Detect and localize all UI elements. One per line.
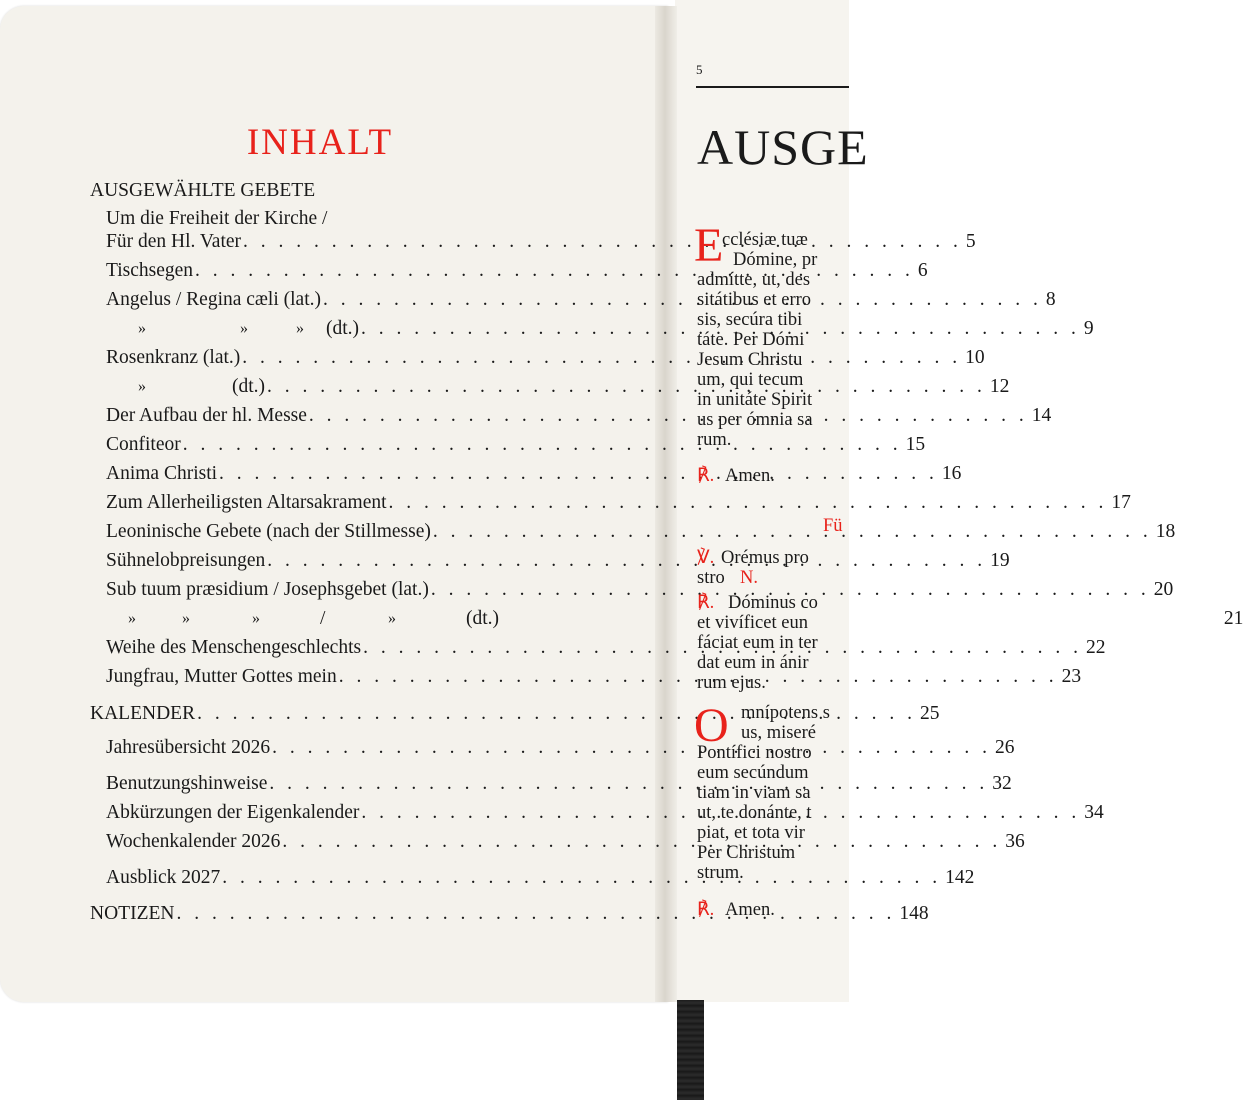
toc-entry-title: Leoninische Gebete (nach der Stillmesse) [106, 521, 431, 542]
text-line: piat, et tota vir [697, 823, 805, 843]
text-line: strum. [697, 863, 744, 883]
text-line: sis, secúra tibi [697, 310, 803, 330]
text-line: rum ejus. [697, 673, 766, 693]
versicle-mark: ℣. [697, 548, 715, 568]
ditto-mark: » [138, 378, 146, 395]
text-line: mnípotens s [741, 703, 830, 723]
text-line: us, miseré [741, 723, 817, 743]
response-mark: ℟. [697, 900, 715, 920]
ditto-mark: » [252, 610, 260, 627]
toc-entry-title: Abkürzungen der Eigenkalender [106, 802, 360, 823]
toc-page-number: 23 [1061, 666, 1082, 687]
ditto-mark: » [182, 610, 190, 627]
toc-page-number: 20 [1153, 579, 1174, 600]
text-line: ut, te donánte, t [697, 803, 812, 823]
toc-entry-title: Sühnelobpreisungen [106, 550, 266, 571]
toc-page-number: 26 [994, 737, 1015, 758]
toc-page-number: 14 [1031, 405, 1052, 426]
dot-leader [240, 347, 961, 369]
toc-entry-title: Für den Hl. Vater [106, 231, 242, 252]
toc-page-number: 8 [1045, 289, 1056, 310]
toc-entry-line: Um die Freiheit der Kirche / [106, 208, 328, 229]
toc-page-number: 25 [919, 703, 940, 724]
toc-entry-title: Confiteor [106, 434, 181, 455]
toc-page-number: 17 [1111, 492, 1131, 513]
section-heading: Fü [823, 516, 843, 536]
ditto-mark: » [240, 320, 248, 337]
toc-entry-title: Ausblick 2027 [106, 867, 221, 888]
toc-entry-title: (dt.) [466, 608, 500, 629]
toc-entry-title: NOTIZEN [90, 903, 175, 924]
toc-page-number: 148 [899, 903, 929, 924]
text-line: Per Christum [697, 843, 796, 863]
text-line: cclésiæ tuæ [722, 230, 808, 250]
text-line: in unitáte Spirit [697, 390, 813, 410]
text-line: Amen. [725, 466, 775, 486]
dot-leader [270, 737, 991, 759]
page-title: AUSGE [697, 119, 869, 175]
toc-page-number: 12 [989, 376, 1010, 397]
toc-entry-title: Jungfrau, Mutter Gottes mein [106, 666, 337, 687]
bookmark-ribbon [677, 1000, 704, 1100]
dot-leader [217, 463, 938, 485]
dot-leader [181, 434, 902, 456]
dot-leader [265, 550, 986, 572]
toc-entry-title: Benutzungshinweise [106, 773, 268, 794]
toc-page-number: 5 [965, 231, 976, 252]
text-line: eum secúndum [697, 763, 809, 783]
toc-page-number: 36 [1005, 831, 1025, 852]
text-line: Amen. [725, 900, 775, 920]
dot-leader [307, 405, 1028, 427]
dot-leader [265, 376, 986, 398]
toc-entry-title: Zum Allerheiligsten Altarsakrament [106, 492, 387, 513]
toc-entry-title: Wochenkalender 2026 [106, 831, 281, 852]
toc-page-number: 10 [965, 347, 985, 368]
ditto-slash: / [320, 608, 326, 629]
response-mark: ℟. [697, 466, 715, 486]
toc-page-number: 16 [941, 463, 962, 484]
text-line: tiam in viam sa [697, 783, 811, 803]
toc-entry[interactable] [106, 579, 1174, 601]
text-line: Pontífici nostro [697, 743, 812, 763]
ditto-mark: » [296, 320, 304, 337]
dot-leader [280, 831, 1001, 853]
toc-page-number: 6 [917, 260, 928, 281]
text-line: et vivíficet eun [697, 613, 808, 633]
text-line: rum. [697, 430, 732, 450]
text-line: Orémus pro [721, 548, 809, 568]
text-line: sitátibus et erro [697, 290, 812, 310]
toc-entry-title: Rosenkranz (lat.) [106, 347, 241, 368]
toc-page-number: 22 [1085, 637, 1106, 658]
text-line: us per ómnia sa [697, 410, 813, 430]
text-line: admítte, ut, des [697, 270, 811, 290]
text-line: dat eum in ánir [697, 653, 809, 673]
ditto-mark: » [388, 610, 396, 627]
toc-page-number: 15 [905, 434, 926, 455]
dot-leader [387, 492, 1108, 514]
toc-entry-title: Angelus / Regina cæli (lat.) [106, 289, 321, 310]
drop-initial: E [694, 219, 724, 272]
toc-entry-title: (dt.) [326, 318, 360, 339]
response-mark: ℟. [697, 593, 715, 613]
dot-leader [321, 289, 1042, 311]
text-line: Jesum Christu [697, 350, 803, 370]
dot-leader [241, 231, 962, 253]
toc-entry-title: Der Aufbau der hl. Messe [106, 405, 307, 426]
text-line: stro [697, 568, 725, 588]
toc-entry[interactable] [106, 492, 1131, 514]
toc-page-number: 142 [945, 867, 975, 888]
text-line: um, qui tecum [697, 370, 804, 390]
toc-entry-title: Jahresübersicht 2026 [106, 737, 271, 758]
page-number: 5 [696, 62, 703, 77]
name-placeholder: N. [740, 568, 758, 588]
header-rule [696, 86, 849, 88]
text-line: Dóminus co [728, 593, 818, 613]
dot-leader [267, 773, 988, 795]
toc-entry-title: (dt.) [232, 376, 266, 397]
toc-page-number: 32 [992, 773, 1012, 794]
toc-entry-title: Sub tuum præsidium / Josephsgebet (lat.) [106, 579, 429, 600]
toc-page-number: 9 [1083, 318, 1094, 339]
toc-page-number: 18 [1155, 521, 1176, 542]
toc-entry-title: Anima Christi [106, 463, 218, 484]
toc-entry-title: Weihe des Menschengeschlechts [106, 637, 362, 658]
toc-page-number: 21 [1223, 608, 1243, 629]
dot-leader [431, 521, 1152, 543]
toc-page-number: 19 [990, 550, 1010, 571]
toc-title: INHALT [246, 122, 394, 163]
toc-entry-title: KALENDER [90, 703, 196, 724]
ditto-mark: » [128, 610, 136, 627]
text-line: táte. Per Dómi [697, 330, 805, 350]
text-line: Dómine, pr [733, 250, 818, 270]
dot-leader [220, 867, 941, 889]
dot-leader [174, 903, 895, 925]
toc-entry-title: Tischsegen [106, 260, 194, 281]
text-line: fáciat eum in ter [697, 633, 818, 653]
toc-page-number: 34 [1084, 802, 1104, 823]
toc-section-heading: AUSGEWÄHLTE GEBETE [90, 180, 316, 201]
ditto-mark: » [138, 320, 146, 337]
drop-initial: O [694, 699, 729, 752]
